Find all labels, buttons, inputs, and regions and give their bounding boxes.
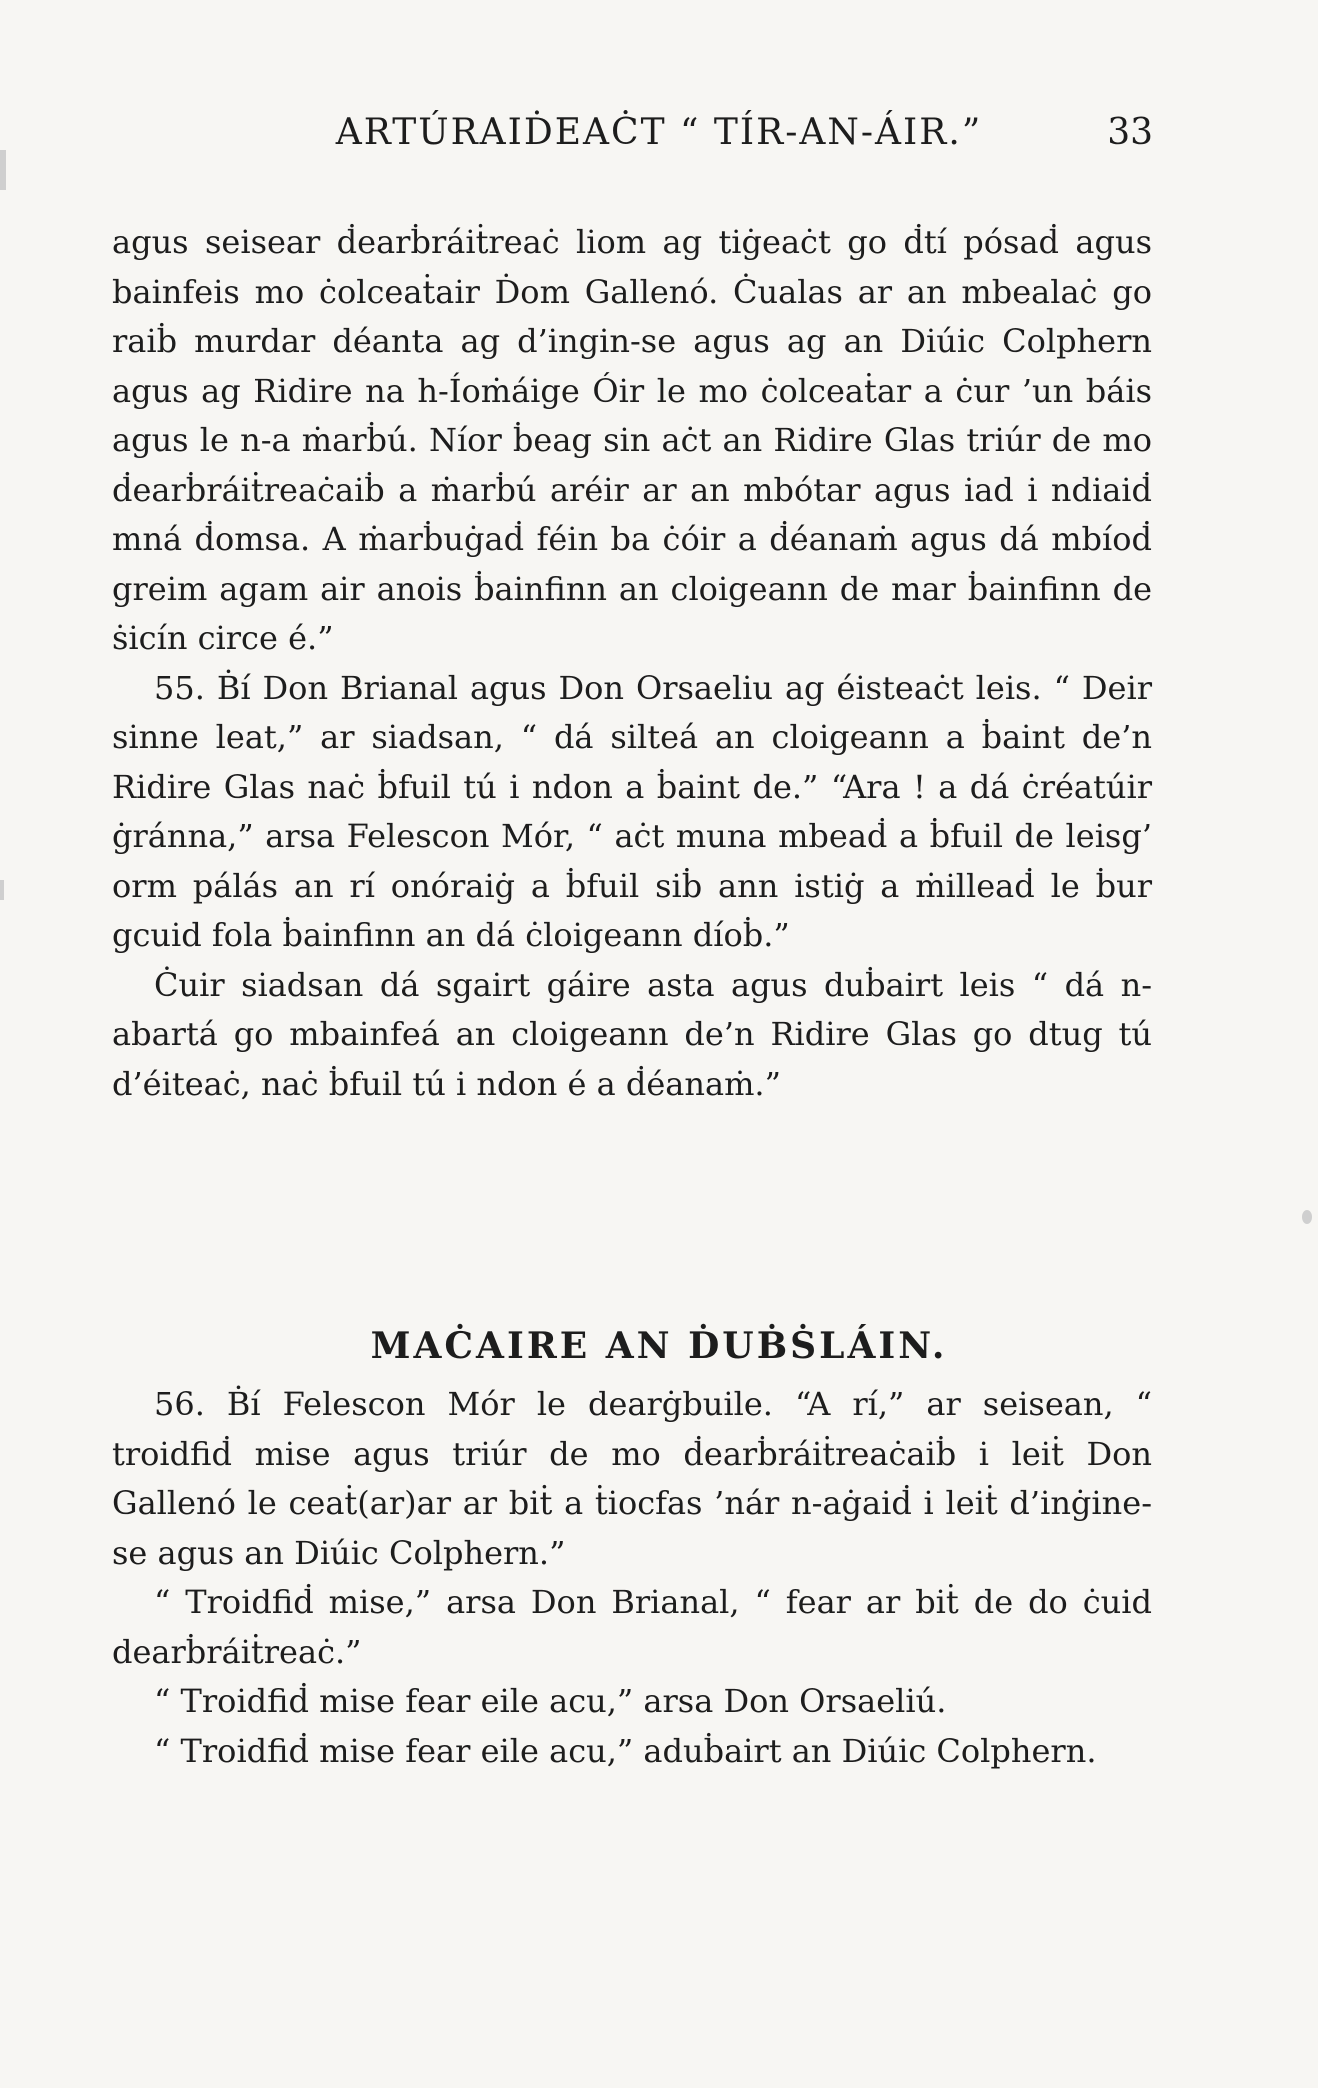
body-text-top [112, 218, 1152, 1109]
scan-edge-mark [0, 150, 6, 190]
paragraph: 55. Ḃí Don Brianal agus Don Orsaeliu ag éisteaċt leis. “ Deir sinne leat,” ar siadsan, “ dá silteá an cloigeann a ḃaint de’n Ridire Glas naċ ḃfuil tú i ndon a ḃaint de.” “Ara ! a dá ċréatúir ġránna,” arsa Felescon Mór, “ aċt muna mbeaḋ a ḃfuil de leisg’ orm pálás an rí onóraiġ a ḃfuil siḃ ann istiġ a ṁilleaḋ le ḃur gcuid fola ḃainfinn an dá ċloigeann díoḃ.” [112, 668, 1152, 954]
paragraph: “ Troidfiḋ mise,” arsa Don Brianal, “ fear ar biṫ de do ċuid dearḃráiṫreaċ.” [112, 1583, 1152, 1671]
paragraph: 56. Ḃí Felescon Mór le dearġbuile. “A rí,” ar seisean, “ troidfiḋ mise agus triúr de mo ḋearḃráiṫreaċaiḃ i leiṫ Don Gallenó le ceaṫ(ar)ar ar biṫ a ṫiocfas ’nár n-aġaiḋ i leiṫ d’inġine-se agus an Diúic Colphern.” [112, 1385, 1152, 1572]
section-heading: MAĊAIRE AN ḊUḂṠLÁIN. [370, 1325, 948, 1367]
scan-speck [1302, 1210, 1312, 1224]
body-text-bottom [112, 1380, 1152, 1776]
running-header: ARTÚRAIḊEAĊT “ TÍR-AN-ÁIR.” [335, 112, 983, 153]
paragraph: “ Troidfiḋ mise fear eile acu,” aduḃairt an Diúic Colphern. [154, 1731, 1097, 1770]
paragraph: agus seisear ḋearḃráiṫreaċ liom ag tiġeaċt go ḋtí pósaḋ agus bainfeis mo ċolceaṫair Ḋom Gallenó. Ċualas ar an mbealaċ go raiḃ murdar déanta ag d’ingin-se agus ag an Diúic Colphern agus ag Ridire na h-Íoṁáige Óir le mo ċolceaṫar a ċur ’un báis agus le n-a ṁarḃú. Níor ḃeag sin aċt an Ridire Glas triúr de mo ḋearḃráiṫreaċaiḃ a ṁarḃú aréir ar an mbótar agus iad i ndiaiḋ mná ḋomsa. A ṁarḃuġaḋ féin ba ċóir a ḋéanaṁ agus dá mbíoḋ greim agam air anois ḃainfinn an cloigeann de mar ḃainfinn de ṡicín circe é.” [112, 223, 1152, 657]
paragraph: “ Troidfiḋ mise fear eile acu,” arsa Don Orsaeliú. [154, 1682, 947, 1720]
scan-edge-mark [0, 880, 4, 900]
page-number: 33 [1107, 112, 1153, 153]
paragraph: Ċuir siadsan dá sgairt gáire asta agus duḃairt leis “ dá n-abartá go mbainfeá an cloigeann de’n Ridire Glas go dtug tú d’éiteaċ, naċ ḃfuil tú i ndon é a ḋéanaṁ.” [112, 965, 1152, 1103]
